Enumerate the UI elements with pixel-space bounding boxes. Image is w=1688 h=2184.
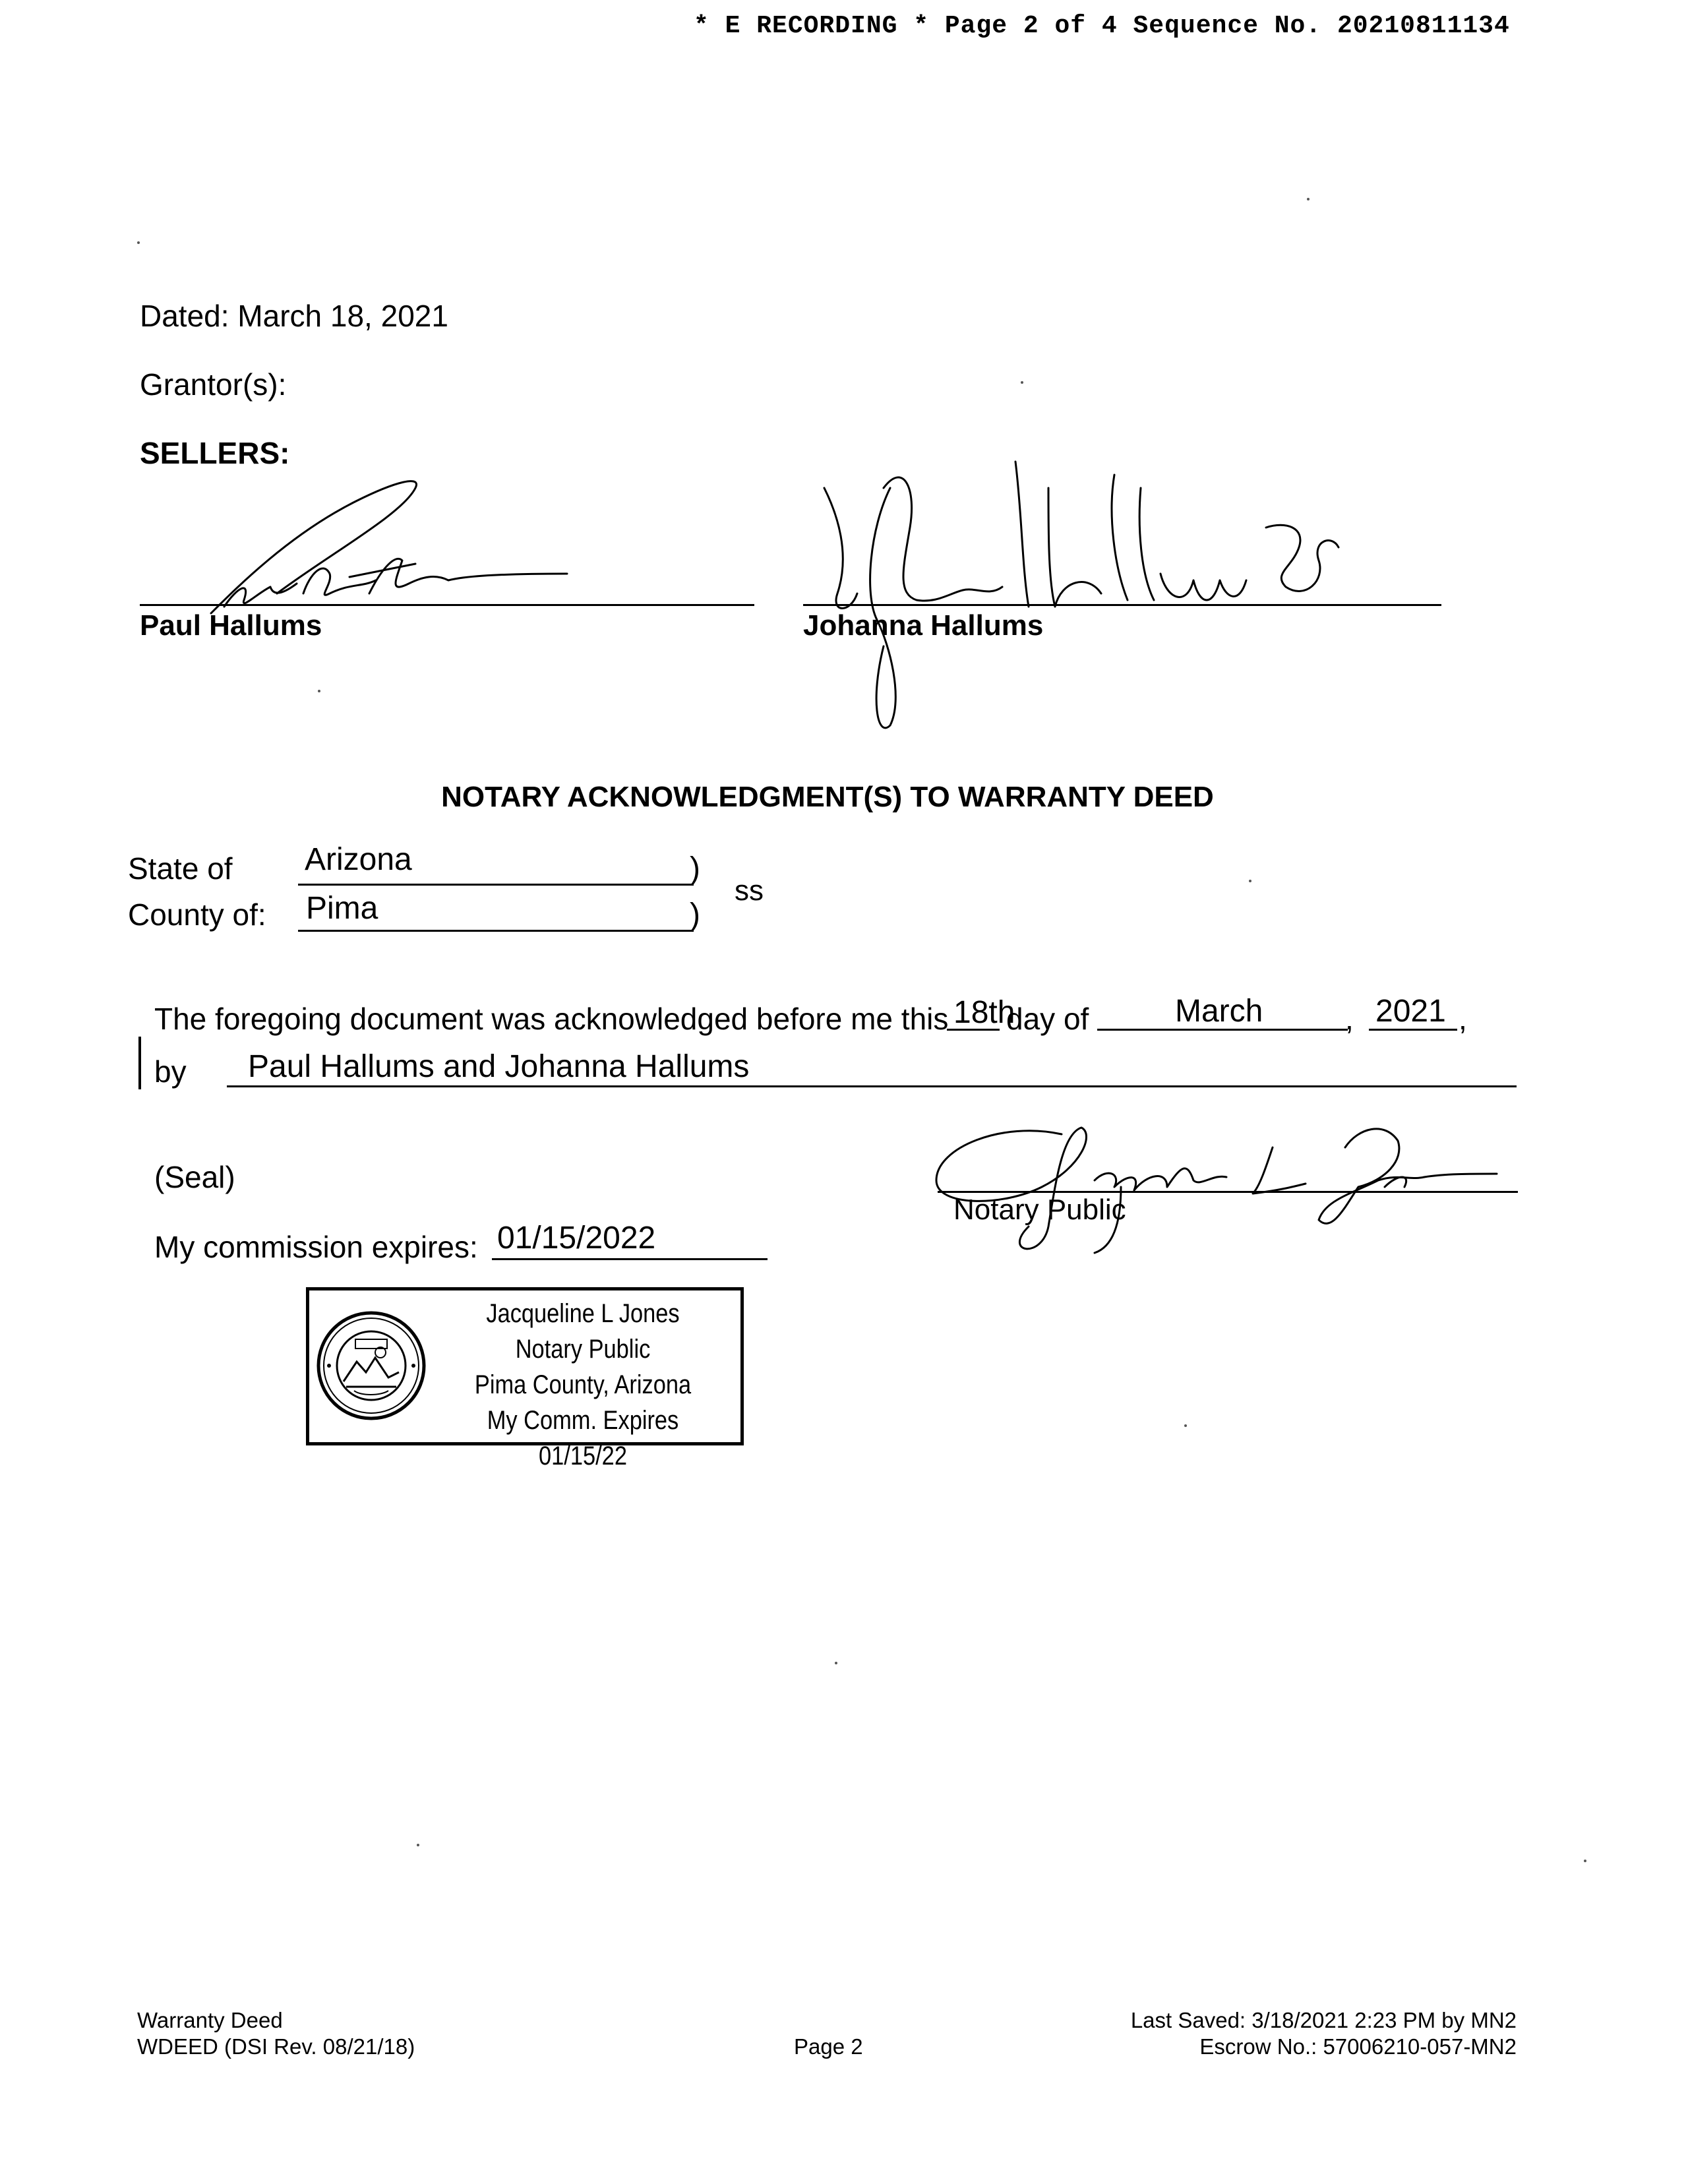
seller2-name: Johanna Hallums	[803, 609, 1044, 642]
year-comma: ,	[1459, 1002, 1467, 1036]
state-label: State of	[128, 851, 233, 886]
footer-escrow-number: Escrow No.: 57006210-057-MN2	[1199, 2034, 1517, 2059]
day-value: 18th	[953, 995, 1015, 1030]
notary-title: NOTARY ACKNOWLEDGMENT(S) TO WARRANTY DEED	[441, 781, 1214, 813]
footer-right	[1131, 2007, 1517, 2060]
by-value: Paul Hallums and Johanna Hallums	[248, 1049, 750, 1084]
margin-bar	[138, 1037, 141, 1089]
scan-speck	[835, 1662, 837, 1664]
month-comma: ,	[1345, 1002, 1354, 1036]
scan-speck	[417, 1844, 419, 1846]
ss-label: ss	[735, 874, 764, 907]
day-of-label: day of	[1006, 1002, 1089, 1036]
month-underline	[1097, 1029, 1348, 1031]
county-label: County of:	[128, 897, 266, 932]
scan-speck	[137, 241, 140, 244]
sellers-label: SELLERS:	[140, 436, 290, 470]
state-paren: )	[690, 851, 700, 886]
seal-label: (Seal)	[154, 1160, 235, 1194]
recording-header: * E RECORDING * Page 2 of 4 Sequence No. 20210811134	[694, 12, 1510, 40]
footer-left	[137, 2007, 415, 2060]
scan-speck	[1021, 381, 1023, 384]
ack-text: The foregoing document was acknowledged before me this	[154, 1002, 949, 1036]
scan-speck	[1307, 198, 1310, 200]
commission-value: 01/15/2022	[497, 1221, 656, 1256]
stamp-line2: Notary Public	[515, 1335, 651, 1364]
stamp-line4: My Comm. Expires 01/15/22	[487, 1406, 679, 1471]
scan-speck	[1249, 880, 1251, 882]
paul-hallums-signature	[198, 462, 580, 633]
by-label: by	[154, 1054, 187, 1089]
month-value: March	[1175, 994, 1263, 1029]
footer-doc-type: Warranty Deed	[137, 2008, 283, 2032]
footer-page-number: Page 2	[794, 2034, 863, 2059]
by-underline	[227, 1085, 1517, 1087]
scan-speck	[318, 690, 320, 692]
arizona-state-seal-icon	[315, 1309, 428, 1422]
notary-signature	[923, 1108, 1503, 1266]
seller1-name: Paul Hallums	[140, 609, 322, 642]
state-value: Arizona	[305, 842, 412, 877]
stamp-line1: Jacqueline L Jones	[486, 1299, 680, 1328]
johanna-hallums-signature	[811, 448, 1352, 739]
state-underline	[298, 884, 694, 886]
commission-label: My commission expires:	[154, 1230, 478, 1264]
footer-form-rev: WDEED (DSI Rev. 08/21/18)	[137, 2034, 415, 2059]
commission-underline	[492, 1258, 768, 1260]
year-value: 2021	[1375, 994, 1446, 1029]
grantors-label: Grantor(s):	[140, 367, 287, 402]
county-value: Pima	[306, 891, 378, 926]
notary-public-label: Notary Public	[953, 1194, 1126, 1226]
scan-speck	[1584, 1860, 1586, 1862]
county-underline	[298, 930, 694, 932]
stamp-line3: Pima County, Arizona	[474, 1370, 692, 1399]
county-paren: )	[690, 897, 700, 932]
scan-speck	[1184, 1424, 1187, 1427]
footer-last-saved: Last Saved: 3/18/2021 2:23 PM by MN2	[1130, 2008, 1517, 2032]
year-underline	[1369, 1029, 1457, 1031]
notary-stamp	[306, 1287, 744, 1471]
dated-line: Dated: March 18, 2021	[140, 299, 448, 333]
day-underline	[947, 1029, 1000, 1031]
